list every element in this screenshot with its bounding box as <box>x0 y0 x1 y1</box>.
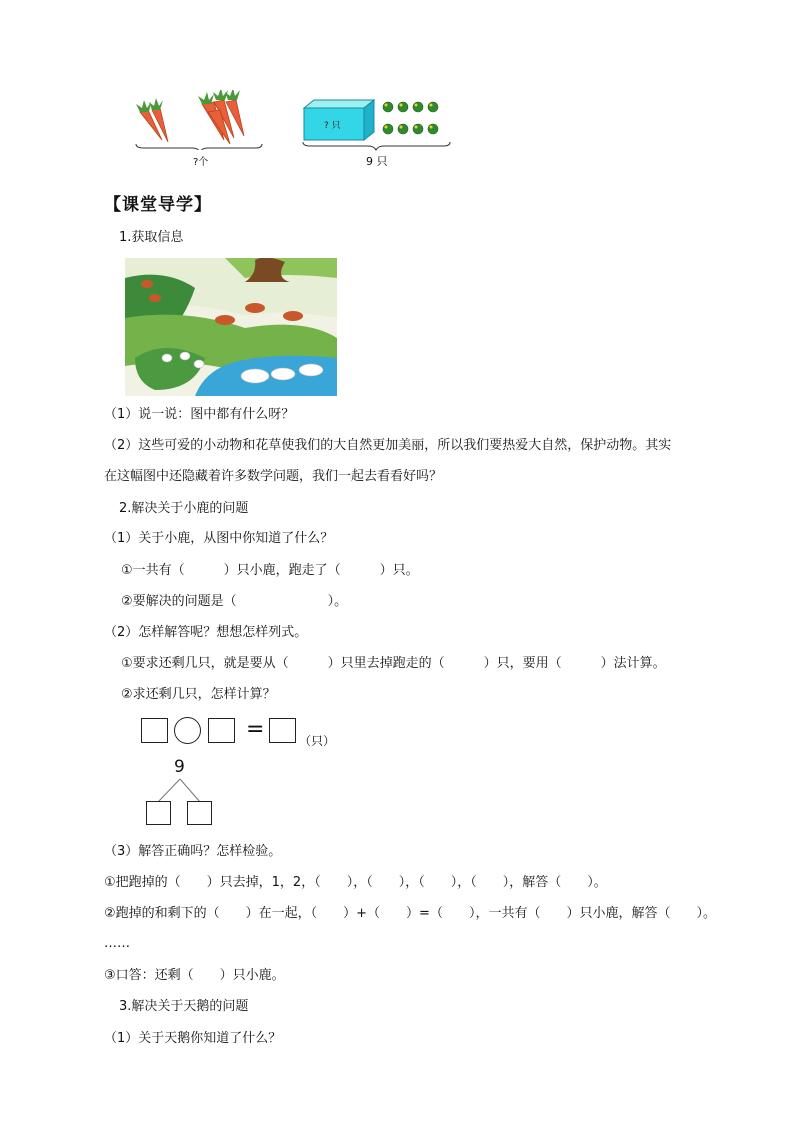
s2-q3-c: ③口答：还剩（ ）只小鹿。 <box>104 968 285 983</box>
s2-q3: （3）解答正确吗？怎样检验。 <box>104 844 282 859</box>
equation-blank-box[interactable] <box>208 718 235 743</box>
frog-brace <box>300 140 454 154</box>
s3-q1: （1）关于天鹅你知道了什么？ <box>104 1031 282 1046</box>
equation-blank-box[interactable] <box>141 718 168 743</box>
s2-q3-a: ①把跑掉的（ ）只去掉，1，2，（ ），（ ），（ ），（ ），解答（ ）。 <box>104 875 607 890</box>
split-blank-box[interactable] <box>187 801 212 825</box>
equals-sign: = <box>246 717 265 742</box>
s1-q2-line2: 在这幅图中还隐藏着许多数学问题，我们一起去看看好吗？ <box>104 469 443 484</box>
s2-title: 2.解决关于小鹿的问题 <box>119 501 249 516</box>
s2-q1: （1）关于小鹿，从图中你知道了什么？ <box>104 531 334 546</box>
operator-blank-circle[interactable] <box>174 717 201 744</box>
frog-total-label: 9 只 <box>366 155 388 168</box>
s3-title: 3.解决关于天鹅的问题 <box>119 999 249 1014</box>
s2-q2-b: ②求还剩几只，怎样计算？ <box>121 687 276 702</box>
s2-q3-b: ②跑掉的和剩下的（ ）在一起，（ ）+（ ）=（ ），一共有（ ）只小鹿，解答（ ）。 <box>104 906 716 921</box>
s1-q2-line1: （2）这些可爱的小动物和花草使我们的大自然更加美丽，所以我们要热爱大自然，保护动物。其实 <box>104 438 672 453</box>
result-blank-box[interactable] <box>269 718 296 743</box>
forest-scene-image <box>125 258 337 396</box>
carrot-count-label: ?个 <box>193 157 209 168</box>
s2-q2-a: ①要求还剩几只，就是要从（ ）只里去掉跑走的（ ）只，要用（ ）法计算。 <box>121 656 666 671</box>
frog-icon <box>383 102 438 134</box>
s2-q2: （2）怎样解答呢？想想怎样列式。 <box>104 625 308 640</box>
s2-q1-a: ①一共有（ ）只小鹿，跑走了（ ）只。 <box>121 563 419 578</box>
s1-q1: （1）说一说：图中都有什么呀？ <box>104 407 295 422</box>
section-heading: 【课堂导学】 <box>104 195 212 215</box>
s2-q1-b: ②要解决的问题是（ ）。 <box>121 594 348 609</box>
split-top-number: 9 <box>174 757 185 777</box>
s1-title: 1.获取信息 <box>119 230 184 245</box>
ellipsis: …… <box>104 936 130 951</box>
carrots-figure <box>132 90 268 150</box>
box-count-label: ? 只 <box>324 121 341 131</box>
frogs-figure <box>380 98 450 142</box>
split-blank-box[interactable] <box>146 801 171 825</box>
unit-label: （只） <box>299 734 336 748</box>
